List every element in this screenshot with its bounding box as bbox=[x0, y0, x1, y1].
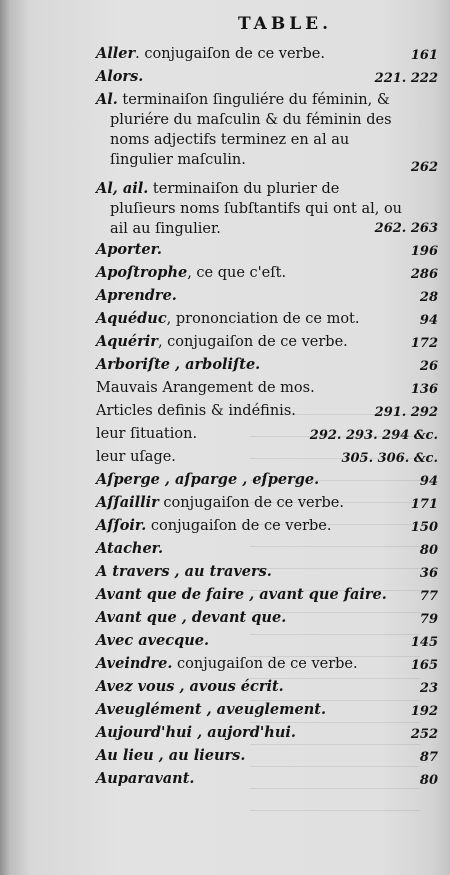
entry-text bbox=[96, 539, 414, 559]
entry-term: Aſſaillir bbox=[96, 494, 159, 511]
entry-page-numbers: 77 bbox=[419, 589, 438, 604]
entry-page-numbers: 94 bbox=[419, 313, 438, 328]
entry-page-numbers: 221. 222 bbox=[374, 71, 438, 86]
entry-page-numbers: 252 bbox=[410, 727, 438, 742]
entry-page-numbers: 292. 293. 294 &c. bbox=[309, 428, 438, 443]
index-entry bbox=[0, 447, 450, 469]
entry-text bbox=[96, 332, 414, 352]
index-entry bbox=[0, 263, 450, 285]
entry-term: Aſſoir. bbox=[96, 517, 147, 534]
entry-text bbox=[96, 44, 414, 64]
entry-page-numbers: 94 bbox=[419, 474, 438, 489]
entry-text bbox=[96, 723, 414, 743]
entry-text bbox=[96, 516, 414, 536]
entry-description: conjugaiſon de ce verbe. bbox=[146, 518, 332, 534]
entry-term: Avant que de faire , avant que faire. bbox=[96, 586, 387, 603]
entry-term: Arboriſte , arboliſte. bbox=[96, 356, 261, 373]
entry-term: Auparavant. bbox=[96, 770, 195, 787]
index-entry bbox=[0, 424, 450, 446]
index-entry bbox=[0, 585, 450, 607]
entry-text bbox=[96, 470, 414, 490]
entry-term: A travers , au travers. bbox=[96, 563, 272, 580]
entry-page-numbers: 136 bbox=[410, 382, 438, 397]
entry-text bbox=[96, 769, 414, 789]
entry-term: Al. bbox=[96, 91, 118, 108]
entry-page-numbers: 80 bbox=[419, 773, 438, 788]
index-entry bbox=[0, 608, 450, 630]
entry-description: Articles definis & indéfinis. bbox=[96, 403, 296, 419]
entry-page-numbers: 291. 292 bbox=[374, 405, 438, 420]
entry-description: leur uſage. bbox=[96, 449, 176, 465]
entry-page-numbers: 262. 263 bbox=[374, 221, 438, 236]
entry-description: , ce que c'eſt. bbox=[187, 265, 287, 281]
entry-text bbox=[96, 378, 414, 398]
entry-term: Aveindre. bbox=[96, 655, 173, 672]
entry-description: conjugaiſon de ce verbe. bbox=[172, 656, 358, 672]
entry-description: . conjugaiſon de ce verbe. bbox=[135, 46, 325, 62]
entry-text bbox=[96, 700, 414, 720]
index-entry bbox=[0, 286, 450, 308]
index-entry bbox=[0, 90, 450, 178]
entry-text bbox=[96, 286, 414, 306]
entry-text bbox=[96, 654, 414, 674]
entry-term: Avec avecque. bbox=[96, 632, 210, 649]
index-entry bbox=[0, 516, 450, 538]
entry-text bbox=[96, 562, 414, 582]
entry-text bbox=[96, 746, 414, 766]
entry-text bbox=[96, 355, 414, 375]
entry-page-numbers: 150 bbox=[410, 520, 438, 535]
index-entry bbox=[0, 355, 450, 377]
index-entry bbox=[0, 44, 450, 66]
index-entry bbox=[0, 677, 450, 699]
entry-page-numbers: 196 bbox=[410, 244, 438, 259]
entry-description: terminaiſon ſinguliére du féminin, & pluriére du maſculin & du féminin des noms adjectifs terminez en al au ſingulier maſculin. bbox=[110, 92, 392, 168]
index-entry bbox=[0, 240, 450, 262]
entry-text bbox=[96, 585, 414, 605]
entry-page-numbers: 161 bbox=[410, 48, 438, 63]
entry-term: Aporter. bbox=[96, 241, 162, 258]
entry-page-numbers: 80 bbox=[419, 543, 438, 558]
index-entry bbox=[0, 654, 450, 676]
entry-page-numbers: 26 bbox=[419, 359, 438, 374]
entry-description: , conjugaiſon de ce verbe. bbox=[157, 334, 348, 350]
index-entry bbox=[0, 562, 450, 584]
entry-term: Au lieu , au lieurs. bbox=[96, 747, 246, 764]
index-entry bbox=[0, 631, 450, 653]
index-entries bbox=[0, 44, 450, 792]
entry-term: Atacher. bbox=[96, 540, 164, 557]
entry-term: Alors. bbox=[96, 68, 144, 85]
entry-page-numbers: 87 bbox=[419, 750, 438, 765]
entry-page-numbers: 28 bbox=[419, 290, 438, 305]
entry-text bbox=[96, 401, 414, 421]
entry-page-numbers: 262 bbox=[410, 160, 438, 175]
entry-text bbox=[96, 67, 414, 87]
entry-term: Apoſtrophe bbox=[96, 264, 188, 281]
entry-page-numbers: 171 bbox=[410, 497, 438, 512]
page-header: TABLE. bbox=[237, 14, 333, 34]
entry-page-numbers: 192 bbox=[410, 704, 438, 719]
index-entry bbox=[0, 493, 450, 515]
entry-text bbox=[96, 90, 414, 170]
index-entry bbox=[0, 769, 450, 791]
entry-term: Aprendre. bbox=[96, 287, 177, 304]
entry-description: , prononciation de ce mot. bbox=[166, 311, 360, 327]
entry-term: Aujourd'hui , aujord'hui. bbox=[96, 724, 296, 741]
index-entry bbox=[0, 723, 450, 745]
entry-text bbox=[96, 631, 414, 651]
entry-page-numbers: 165 bbox=[410, 658, 438, 673]
index-entry bbox=[0, 470, 450, 492]
index-entry bbox=[0, 179, 450, 239]
entry-text bbox=[96, 309, 414, 329]
entry-page-numbers: 79 bbox=[419, 612, 438, 627]
entry-term: Al, ail. bbox=[96, 180, 149, 197]
entry-term: Aquéduc bbox=[96, 310, 167, 327]
entry-page-numbers: 305. 306. &c. bbox=[341, 451, 438, 466]
entry-description: Mauvais Arangement de mos. bbox=[96, 380, 315, 396]
index-entry bbox=[0, 309, 450, 331]
entry-page-numbers: 145 bbox=[410, 635, 438, 650]
entry-page-numbers: 286 bbox=[410, 267, 438, 282]
entry-text bbox=[96, 608, 414, 628]
entry-term: Aſperge , aſparge , eſperge. bbox=[96, 471, 320, 488]
index-entry bbox=[0, 700, 450, 722]
entry-term: Avant que , devant que. bbox=[96, 609, 287, 626]
index-entry bbox=[0, 67, 450, 89]
entry-text bbox=[96, 240, 414, 260]
entry-text bbox=[96, 179, 414, 239]
entry-description: conjugaiſon de ce verbe. bbox=[158, 495, 344, 511]
index-entry bbox=[0, 401, 450, 423]
entry-description: terminaiſon du plurier de pluſieurs noms ſubſtantifs qui ont al, ou ail au ſingulier. bbox=[110, 181, 403, 237]
index-entry bbox=[0, 332, 450, 354]
entry-term: Aquérir bbox=[96, 333, 158, 350]
entry-page-numbers: 23 bbox=[419, 681, 438, 696]
entry-description: leur ſituation. bbox=[96, 426, 198, 442]
entry-text bbox=[96, 263, 414, 283]
entry-page-numbers: 172 bbox=[410, 336, 438, 351]
entry-term: Aveuglément , aveuglement. bbox=[96, 701, 326, 718]
index-entry bbox=[0, 378, 450, 400]
entry-term: Avez vous , avous écrit. bbox=[96, 678, 284, 695]
entry-text bbox=[96, 677, 414, 697]
entry-text bbox=[96, 493, 414, 513]
entry-term: Aller bbox=[96, 45, 136, 62]
index-entry bbox=[0, 539, 450, 561]
index-entry bbox=[0, 746, 450, 768]
entry-page-numbers: 36 bbox=[419, 566, 438, 581]
